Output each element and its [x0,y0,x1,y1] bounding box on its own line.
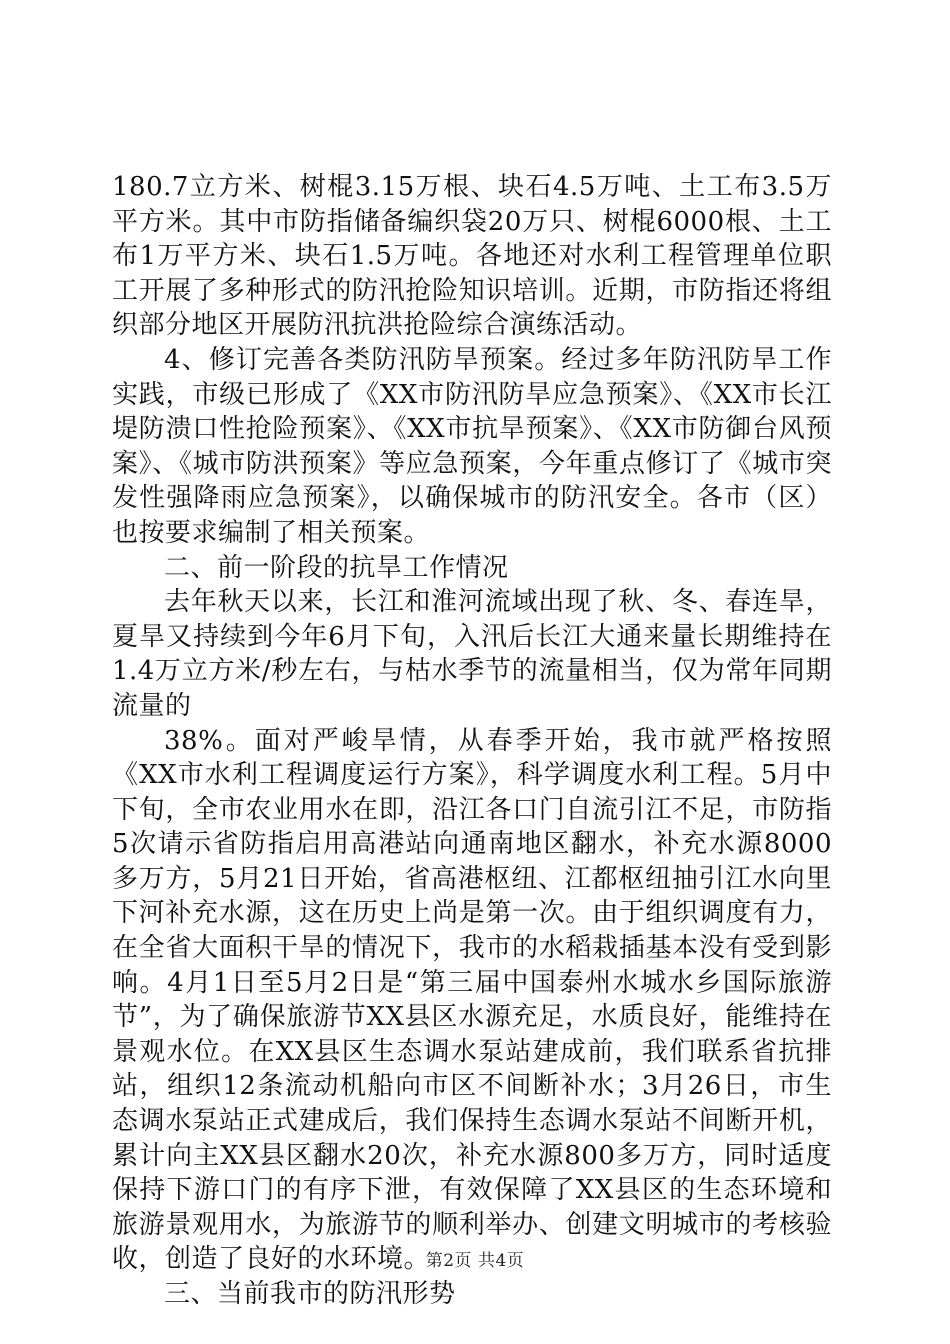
section-heading-flood-situation: 三、当前我市的防汛形势 [164,1279,456,1309]
page-number-footer: 第2页 共4页 [425,1251,525,1271]
document-body [112,170,832,1312]
paragraph-plans: 4、修订完善各类防汛防旱预案。经过多年防汛防旱工作实践，市级已形成了《XX市防汛防旱应急预案》、《XX市长江堤防溃口性抢险预案》、《XX市抗旱预案》、《XX市防御台风预案》、《城市防洪预案》等应急预案，今年重点修订了《城市突发性强降雨应急预案》，以确保城市的防汛安全。各市（区）也按要求编制了相关预案。 [112,344,832,548]
paragraph-drought-intro: 去年秋天以来，长江和淮河流域出现了秋、冬、春连旱，夏旱又持续到今年6月下旬，入汛后长江大通来量长期维持在1.4万立方米/秒左右，与枯水季节的流量相当，仅为常年同期流量的 [112,587,832,721]
section-heading-drought: 二、前一阶段的抗旱工作情况 [164,552,509,583]
paragraph-materials: 180.7立方米、树棍3.15万根、块石4.5万吨、土工布3.5万平方米。其中市防指储备编织袋20万只、树棍6000根、土工布1万平方米、块石1.5万吨。各地还对水利工程管理单位职工开展了多种形式的防汛抢险知识培训。近期，市防指还将组织部分地区开展防汛抗洪抢险综合演练活动。 [112,172,832,341]
paragraph-drought-measures: 38%。面对严峻旱情，从春季开始，我市就严格按照《XX市水利工程调度运行方案》，科学调度水利工程。5月中下旬，全市农业用水在即，沿江各口门自流引江不足，市防指5次请示省防指启用高港站向通南地区翻水，补充水源8000多万方，5月21日开始，省高港枢纽、江都枢纽抽引江水向里下河补充水源，这在历史上尚是第一次。由于组织调度有力，在全省大面积干旱的情况下，我市的水稻栽插基本没有受到影响。4月1日至5月2日是“第三届中国泰州水城水乡国际旅游节”，为了确保旅游节XX县区水源充足，水质良好，能维持在景观水位。在XX县区生态调水泵站建成前，我们联系省抗排站，组织12条流动机船向市区不间断补水；3月26日，市生态调水泵站正式建成后，我们保持生态调水泵站不间断开机，累计向主XX县区翻水20次，补充水源800多万方，同时适度保持下游口门的有序下泄，有效保障了XX县区的生态环境和旅游景观用水，为旅游节的顺利举办、创建文明城市的考核验收，创造了良好的水环境。 [112,725,832,1275]
